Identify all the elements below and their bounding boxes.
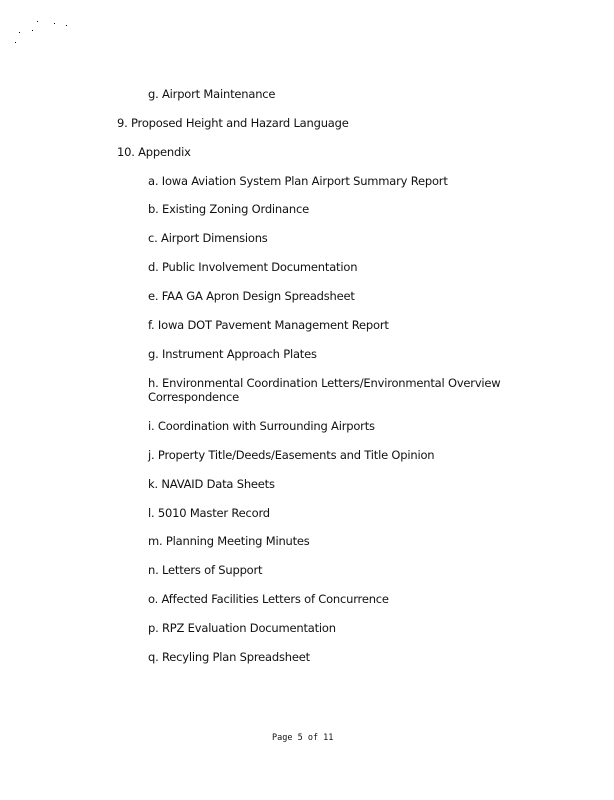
list-item: c. Airport Dimensions	[148, 231, 268, 245]
list-item: f. Iowa DOT Pavement Management Report	[148, 318, 389, 332]
list-item: m. Planning Meeting Minutes	[148, 534, 310, 548]
list-item: 9. Proposed Height and Hazard Language	[117, 116, 349, 130]
list-item: d. Public Involvement Documentation	[148, 260, 358, 274]
page-number: Page 5 of 11	[272, 733, 334, 743]
list-item: l. 5010 Master Record	[148, 506, 270, 520]
list-item: b. Existing Zoning Ordinance	[148, 202, 309, 216]
list-item: e. FAA GA Apron Design Spreadsheet	[148, 289, 355, 303]
list-item: k. NAVAID Data Sheets	[148, 477, 275, 491]
list-item: 10. Appendix	[117, 145, 191, 159]
list-item: j. Property Title/Deeds/Easements and Title Opinion	[148, 448, 435, 462]
list-item: h. Environmental Coordination Letters/Environmental Overview Correspondence	[148, 376, 501, 404]
list-item: n. Letters of Support	[148, 563, 263, 577]
list-item: o. Affected Facilities Letters of Concurrence	[148, 592, 389, 606]
list-item: q. Recyling Plan Spreadsheet	[148, 650, 310, 664]
list-item: p. RPZ Evaluation Documentation	[148, 621, 336, 635]
list-item: i. Coordination with Surrounding Airports	[148, 419, 375, 433]
list-item: g. Airport Maintenance	[148, 87, 276, 101]
list-item: a. Iowa Aviation System Plan Airport Summary Report	[148, 174, 448, 188]
list-item: g. Instrument Approach Plates	[148, 347, 317, 361]
